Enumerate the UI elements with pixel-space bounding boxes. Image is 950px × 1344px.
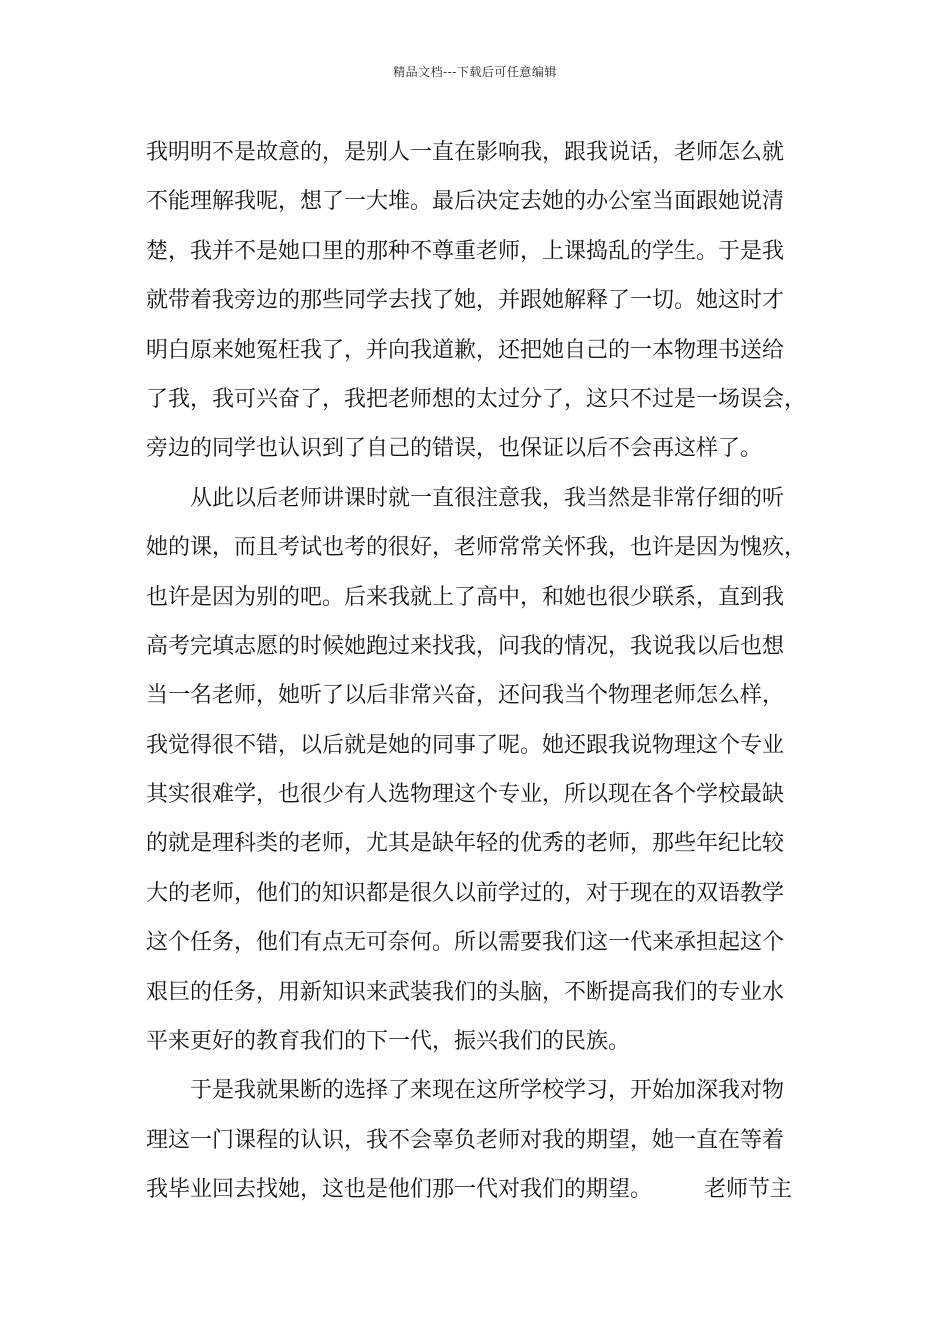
text-line: 的就是理科类的老师，尤其是缺年轻的优秀的老师，那些年纪比较 (146, 831, 785, 857)
text-line: 高考完填志愿的时候她跑过来找我，问我的情况，我说我以后也想 (146, 633, 785, 659)
text-line: 明白原来她冤枉我了，并向我道歉，还把她自己的一本物理书送给 (146, 337, 785, 363)
text-line: 不能理解我呢，想了一大堆。最后决定去她的办公室当面跟她说清 (146, 189, 785, 215)
body-text (146, 128, 806, 1215)
text-line: 大的老师，他们的知识都是很久以前学过的，对于现在的双语教学 (146, 880, 785, 906)
text-line: 她的课，而且考试也考的很好，老师常常关怀我，也许是因为愧疚， (146, 535, 806, 561)
text-line: 平来更好的教育我们的下一代，振兴我们的民族。 (146, 1029, 631, 1055)
page-header: 精品文档---下载后可任意编辑 (393, 65, 557, 79)
text-segment: 我毕业回去找她，这也是他们那一代对我们的期望。 (146, 1177, 653, 1203)
text-line: 就带着我旁边的那些同学去找了她，并跟她解释了一切。她这时才 (146, 288, 785, 314)
text-line: 这个任务，他们有点无可奈何。所以需要我们这一代来承担起这个 (146, 930, 785, 956)
text-line: 也许是因为别的吧。后来我就上了高中，和她也很少联系，直到我 (146, 584, 785, 610)
text-line: 于是我就果断的选择了来现在这所学校学习，开始加深我对物 (146, 1078, 785, 1104)
text-line: 我明明不是故意的，是别人一直在影响我，跟我说话，老师怎么就 (146, 140, 785, 165)
text-line: 艰巨的任务，用新知识来武装我们的头脑，不断提高我们的专业水 (146, 979, 785, 1005)
text-line-last (146, 1165, 806, 1214)
text-line: 旁边的同学也认识到了自己的错误，也保证以后不会再这样了。 (146, 436, 763, 462)
text-line: 其实很难学，也很少有人选物理这个专业，所以现在各个学校最缺 (146, 782, 785, 808)
text-line: 了我，我可兴奋了，我把老师想的太过分了，这只不过是一场误会， (146, 386, 806, 412)
title-fragment: 老师节主 (704, 1177, 793, 1203)
text-line: 楚，我并不是她口里的那种不尊重老师，上课捣乱的学生。于是我 (146, 238, 785, 264)
text-line: 当一名老师，她听了以后非常兴奋，还问我当个物理老师怎么样， (146, 683, 785, 709)
text-line: 理这一门课程的认识，我不会辜负老师对我的期望，她一直在等着 (146, 1127, 785, 1153)
text-line: 我觉得很不错，以后就是她的同事了呢。她还跟我说物理这个专业 (146, 732, 785, 758)
text-line: 从此以后老师讲课时就一直很注意我，我当然是非常仔细的听 (146, 485, 785, 511)
